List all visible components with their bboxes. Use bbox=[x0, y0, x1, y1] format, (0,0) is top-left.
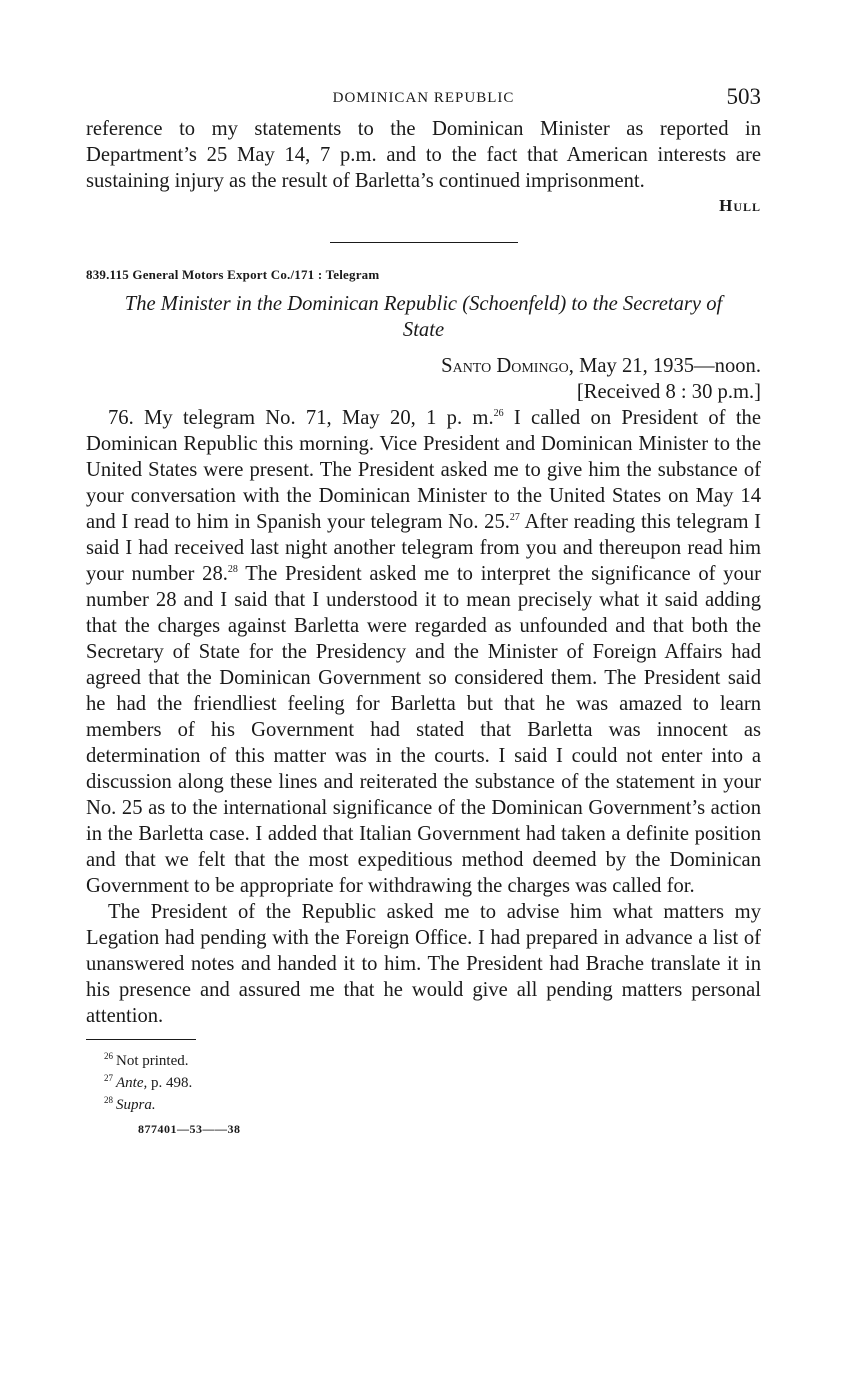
previous-document-text: reference to my statements to the Dominican Minister as reported in Department’s 25 May 14, 7 p.m. and to the fact that American interests are sustaining injury as the result of Barletta’s continued imprisonment. bbox=[86, 118, 761, 192]
footnote-27 bbox=[104, 1070, 761, 1092]
footnote-text: Ante, bbox=[116, 1075, 148, 1091]
dateline-place: Santo Domingo, bbox=[441, 355, 574, 377]
dateline bbox=[86, 353, 761, 379]
para1-part-c: After reading this telegram I said I had received last night another telegram from you and thereupon read him your number 28. bbox=[86, 511, 761, 585]
section-divider bbox=[330, 242, 518, 243]
footnotes bbox=[86, 1048, 761, 1114]
footnote-mark: 27 bbox=[104, 1073, 113, 1083]
footnote-28 bbox=[104, 1092, 761, 1114]
received-line: [Received 8 : 30 p.m.] bbox=[576, 381, 761, 403]
body-paragraph-1 bbox=[86, 405, 761, 899]
file-reference: 839.115 General Motors Export Co./171 : Telegram bbox=[86, 267, 380, 282]
footnote-text: Not printed. bbox=[116, 1053, 189, 1069]
footnote-ref-26: 26 bbox=[493, 408, 504, 420]
running-title: DOMINICAN REPUBLIC bbox=[332, 90, 515, 106]
para1-part-b: I called on President of the Dominican Republic this morning. Vice President and Dominican Minister to the United States were present. The President asked me to give him the substance of your conversation with the Dominican Minister to the United States on May 14 and I read to him in Spanish your telegram No. 25. bbox=[86, 407, 761, 533]
footnote-suffix: p. 498. bbox=[147, 1075, 193, 1091]
body-paragraph-2: The President of the Republic asked me to advise him what matters my Legation had pending with the Foreign Office. I had prepared in advance a list of unanswered notes and handed it to him. The President had Brache translate it in his presence and assured me that he would give all pending matters personal attention. bbox=[86, 901, 761, 1027]
footnote-26 bbox=[104, 1048, 761, 1070]
para1-part-d: The President asked me to interpret the significance of your number 28 and I said that I understood it to mean precisely what it said adding that the charges against Barletta were regarded as unfounded and that both the Secretary of State for the Presidency and the Minister of Foreign Affairs had agreed that the Dominican Government so considered them. The President said he had the friendliest feeling for Barletta but that he was amazed to learn members of his Government had stated that Barletta was innocent as determination of this matter was in the courts. I said I could not enter into a discussion along these lines and reiterated the substance of the statement in your No. 25 as to the international significance of the Dominican Government’s action in the Barletta case. I added that Italian Government had taken a definite position and that we felt that the most expeditious method deemed by the Dominican Government to be appropriate for withdrawing the charges was called for. bbox=[86, 563, 761, 897]
signature: Hull bbox=[719, 196, 761, 215]
footnote-text: Supra. bbox=[116, 1097, 156, 1113]
footnote-ref-27: 27 bbox=[509, 512, 520, 524]
running-head bbox=[86, 84, 761, 116]
footnote-mark: 26 bbox=[104, 1051, 113, 1061]
footnote-divider bbox=[86, 1039, 196, 1040]
document-title: The Minister in the Dominican Republic (Schoenfeld) to the Secretary of State bbox=[124, 293, 723, 341]
footnote-ref-28: 28 bbox=[227, 564, 238, 576]
dateline-date: May 21, 1935—noon. bbox=[573, 355, 761, 377]
footnote-mark: 28 bbox=[104, 1095, 113, 1105]
page-number: 503 bbox=[726, 84, 761, 109]
document-page bbox=[86, 84, 761, 1137]
para1-part-a: 76. My telegram No. 71, May 20, 1 p. m. bbox=[108, 407, 494, 429]
printer-mark: 877401—53——38 bbox=[138, 1122, 241, 1136]
